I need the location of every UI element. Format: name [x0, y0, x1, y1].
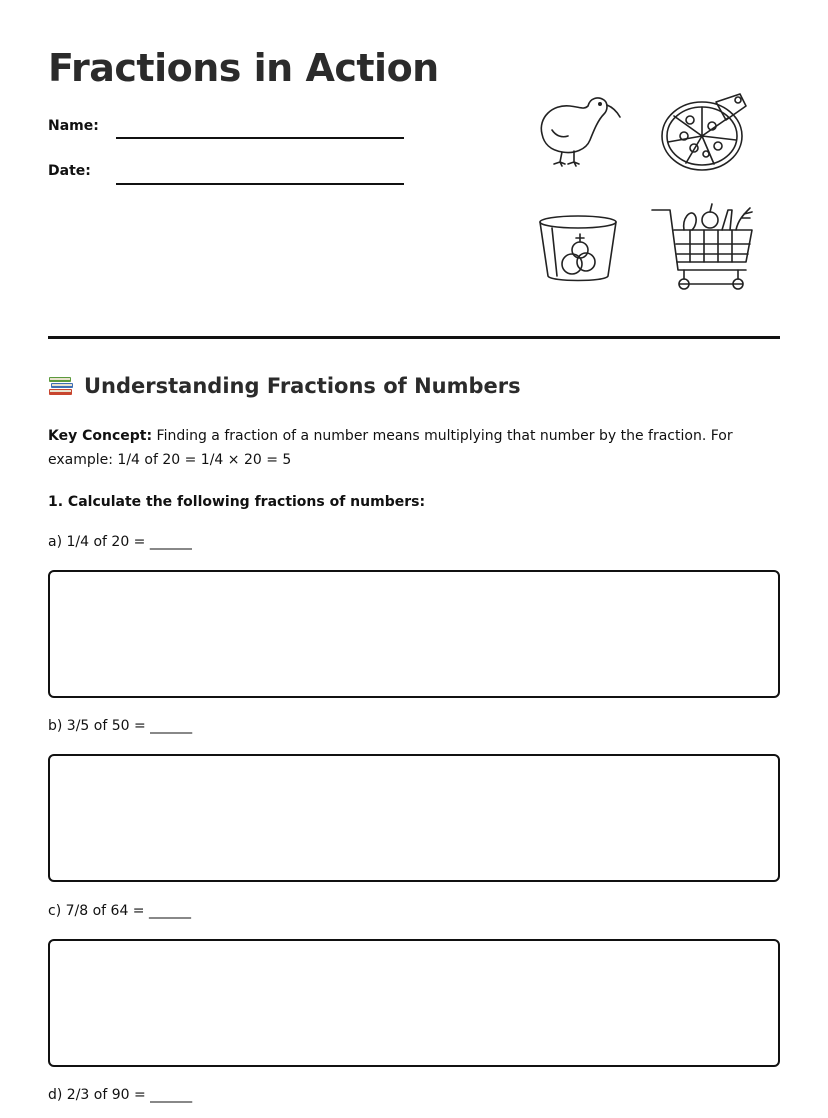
- kiwi-bird-icon: [532, 90, 624, 170]
- fruit-cup-icon: [536, 210, 620, 286]
- section-heading: [48, 374, 521, 398]
- date-label: Date:: [48, 163, 91, 179]
- question-item-a: a) 1/4 of 20 = ______: [48, 534, 192, 550]
- key-concept-paragraph: [48, 424, 788, 472]
- name-field-line[interactable]: [116, 137, 404, 139]
- answer-box-b[interactable]: [48, 754, 780, 882]
- question-heading: 1. Calculate the following fractions of numbers:: [48, 494, 426, 510]
- section-title: Understanding Fractions of Numbers: [84, 374, 521, 398]
- worksheet-title: Fractions in Action: [48, 46, 439, 90]
- section-divider: [48, 336, 780, 339]
- books-icon: [48, 374, 74, 398]
- answer-box-c[interactable]: [48, 939, 780, 1067]
- date-field-line[interactable]: [116, 183, 404, 185]
- pizza-icon: [656, 90, 752, 174]
- name-label: Name:: [48, 118, 99, 134]
- key-concept-text: Finding a fraction of a number means multiplying that number by the fraction. For example: 1/4 of 20 = 1/4 × 20 = 5: [48, 428, 733, 468]
- question-item-c: c) 7/8 of 64 = ______: [48, 903, 191, 919]
- question-item-b: b) 3/5 of 50 = ______: [48, 718, 193, 734]
- grocery-cart-icon: [650, 196, 760, 296]
- key-concept-label: Key Concept:: [48, 428, 153, 444]
- question-item-d: d) 2/3 of 90 = ______: [48, 1087, 193, 1103]
- answer-box-a[interactable]: [48, 570, 780, 698]
